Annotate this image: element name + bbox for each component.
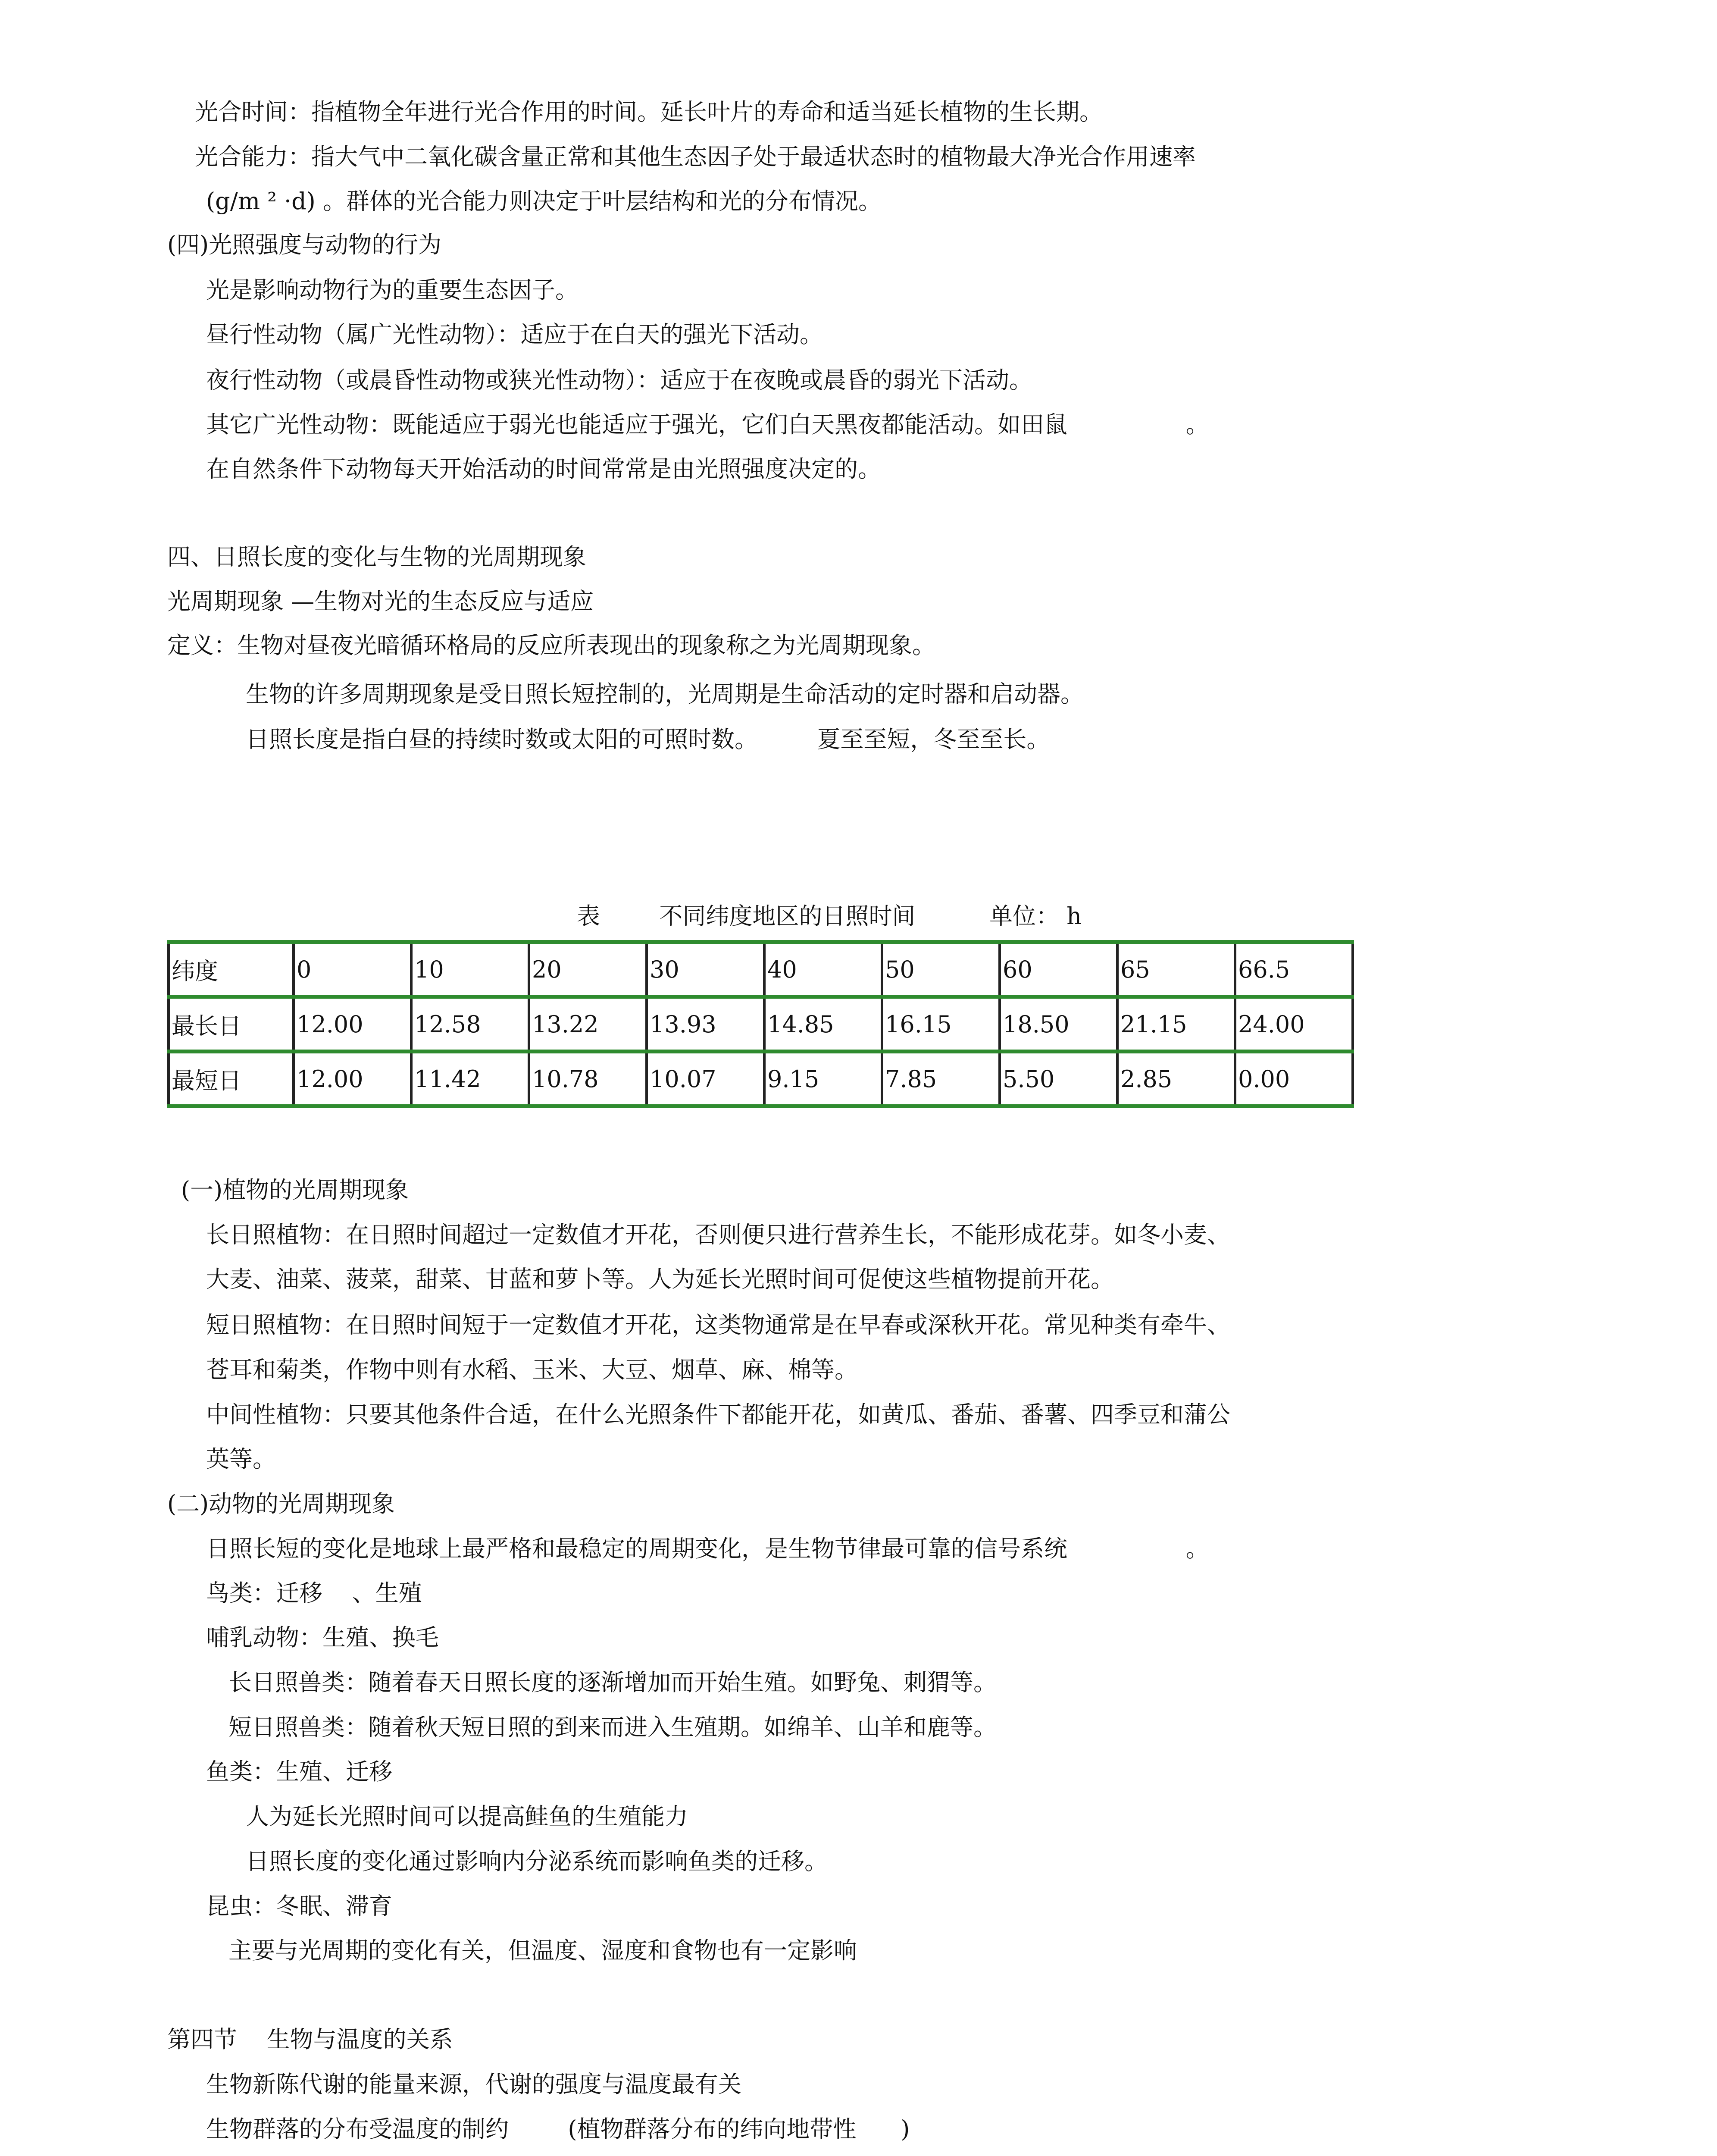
text-line: 哺乳动物：生殖、换毛 [206,1624,439,1651]
section-heading: 第四节 生物与温度的关系 [167,2026,453,2053]
table-cell: 66.5 [1235,942,1353,997]
text-line: 在自然条件下动物每天开始活动的时间常常是由光照强度决定的。 [206,455,881,483]
text-line: 长日照植物：在日照时间超过一定数值才开花，否则便只进行营养生长，不能形成花芽。如冬小麦、 [206,1221,1230,1248]
table-caption: 表 不同纬度地区的日照时间 单位： h [577,903,1082,930]
text-line: 定义：生物对昼夜光暗循环格局的反应所表现出的现象称之为光周期现象。 [167,632,935,659]
text-line: (g/m ² ·d) 。群体的光合能力则决定于叶层结构和光的分布情况。 [206,188,882,215]
section-heading: (二)动物的光周期现象 [167,1490,395,1517]
table-row [169,1052,1353,1106]
text-line: 日照长度是指白昼的持续时数或太阳的可照时数。 夏至至短，冬至至长。 [246,726,1050,753]
section-heading: (一)植物的光周期现象 [181,1176,409,1203]
text-line: 短日照兽类：随着秋天短日照的到来而进入生殖期。如绵羊、山羊和鹿等。 [228,1714,997,1741]
text-line: 光合时间：指植物全年进行光合作用的时间。延长叶片的寿命和适当延长植物的生长期。 [195,98,1103,125]
text-line: 生物新陈代谢的能量来源，代谢的强度与温度最有关 [206,2071,741,2098]
text-line: 鸟类：迁移 、生殖 [206,1579,422,1607]
table-cell: 13.22 [529,997,647,1052]
text-line: 鱼类：生殖、迁移 [206,1758,392,1785]
table-cell: 13.93 [647,997,764,1052]
table-cell: 12.00 [294,997,411,1052]
text-line: 光合能力：指大气中二氧化碳含量正常和其他生态因子处于最适状态时的植物最大净光合作用速率 [195,143,1196,170]
table-cell: 65 [1117,942,1235,997]
table-cell: 0.00 [1235,1052,1353,1106]
table-cell: 12.58 [411,997,529,1052]
table-cell: 12.00 [294,1052,411,1106]
table-cell: 纬度 [169,942,294,997]
table-cell: 7.85 [882,1052,1000,1106]
table-cell: 14.85 [764,997,882,1052]
text-line: 夜行性动物（或晨昏性动物或狭光性动物）：适应于在夜晚或晨昏的弱光下活动。 [206,367,1032,394]
table-cell: 11.42 [411,1052,529,1106]
table-cell: 10.07 [647,1052,764,1106]
table-cell: 最短日 [169,1052,294,1106]
table-cell: 30 [647,942,764,997]
table-cell: 40 [764,942,882,997]
section-heading: 四、日照长度的变化与生物的光周期现象 [167,543,586,570]
table-row [169,942,1353,997]
latitude-daylength-table [167,940,1354,1108]
text-line: 主要与光周期的变化有关，但温度、湿度和食物也有一定影响 [228,1937,857,1964]
table-cell: 60 [1000,942,1117,997]
text-line: 生物群落的分布受温度的制约 (植物群落分布的纬向地带性 ) [206,2115,910,2143]
text-line: 中间性植物：只要其他条件合适，在什么光照条件下都能开花，如黄瓜、番茄、番薯、四季豆和蒲公 [206,1401,1230,1428]
table-cell: 10.78 [529,1052,647,1106]
table-cell: 24.00 [1235,997,1353,1052]
table-cell: 18.50 [1000,997,1117,1052]
table-cell: 2.85 [1117,1052,1235,1106]
text-line: 其它广光性动物：既能适应于弱光也能适应于强光，它们白天黑夜都能活动。如田鼠 。 [206,411,1209,438]
text-line: 人为延长光照时间可以提高鲑鱼的生殖能力 [246,1803,688,1830]
table-cell: 21.15 [1117,997,1235,1052]
table-cell: 50 [882,942,1000,997]
text-line: 昆虫：冬眠、滞育 [206,1893,392,1920]
table-cell: 9.15 [764,1052,882,1106]
table-cell: 10 [411,942,529,997]
text-line: 光是影响动物行为的重要生态因子。 [206,276,579,304]
text-line: 昼行性动物（属广光性动物）：适应于在白天的强光下活动。 [206,321,823,348]
text-line: 英等。 [206,1445,276,1473]
table-row [169,997,1353,1052]
text-line: 日照长度的变化通过影响内分泌系统而影响鱼类的迁移。 [246,1848,828,1875]
text-line: 生物的许多周期现象是受日照长短控制的，光周期是生命活动的定时器和启动器。 [246,680,1084,708]
text-line: 苍耳和菊类，作物中则有水稻、玉米、大豆、烟草、麻、棉等。 [206,1356,858,1383]
table-cell: 5.50 [1000,1052,1117,1106]
table-cell: 0 [294,942,411,997]
text-line: 日照长短的变化是地球上最严格和最稳定的周期变化，是生物节律最可靠的信号系统 。 [206,1535,1209,1562]
table-cell: 20 [529,942,647,997]
text-line: 长日照兽类：随着春天日照长度的逐渐增加而开始生殖。如野兔、刺猬等。 [228,1669,997,1696]
text-line: 短日照植物：在日照时间短于一定数值才开花，这类物通常是在早春或深秋开花。常见种类有牵牛、 [206,1311,1230,1338]
table-cell: 最长日 [169,997,294,1052]
section-heading: (四)光照强度与动物的行为 [167,231,442,258]
text-line: 光周期现象 —生物对光的生态反应与适应 [167,588,594,615]
text-line: 大麦、油菜、菠菜，甜菜、甘蓝和萝卜等。人为延长光照时间可促使这些植物提前开花。 [206,1266,1114,1293]
table-cell: 16.15 [882,997,1000,1052]
